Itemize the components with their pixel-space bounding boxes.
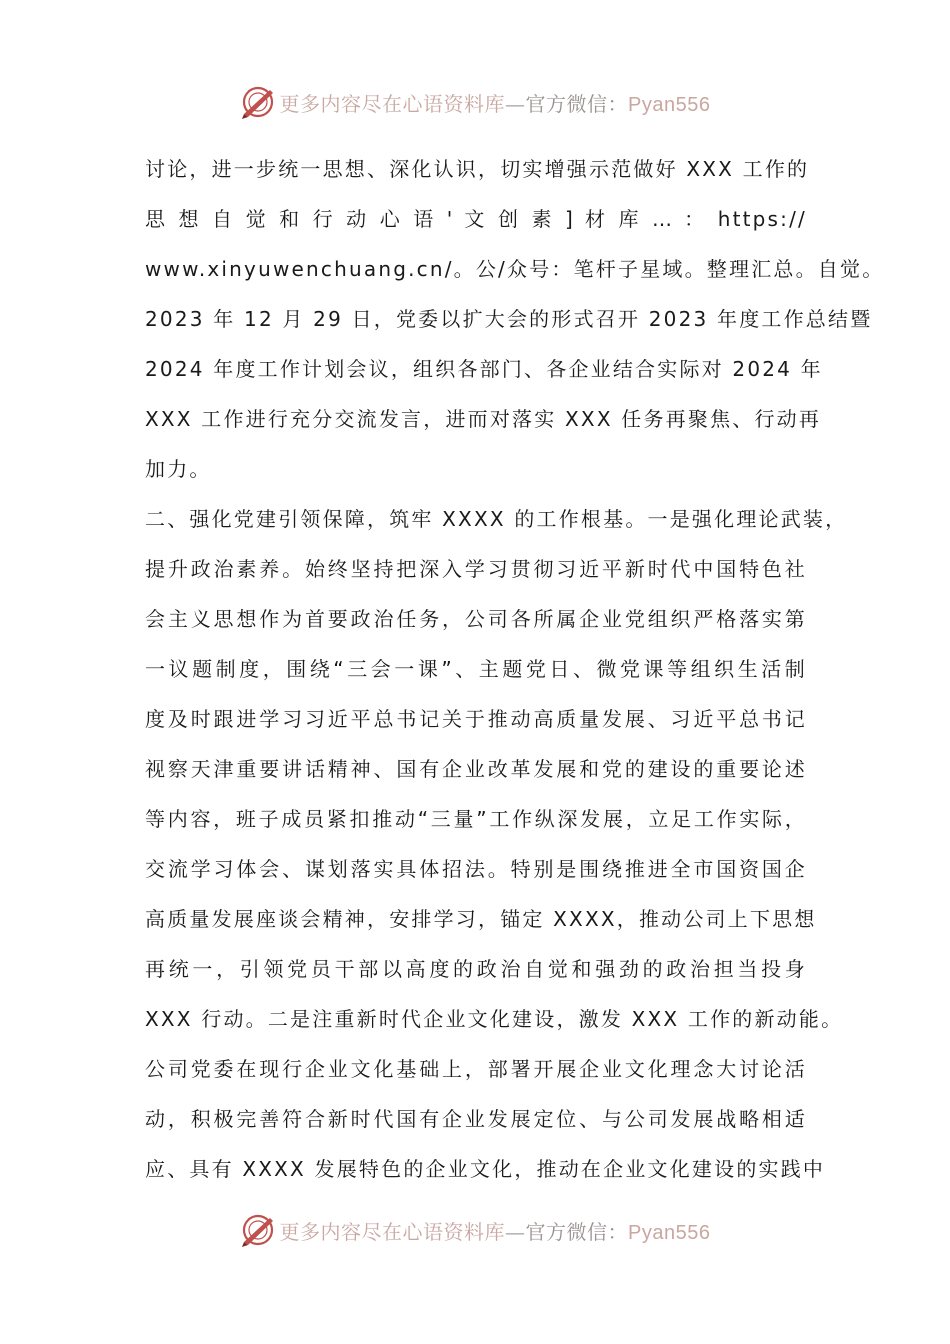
watermark-wechat-label: 官方微信：: [525, 1219, 629, 1244]
text-line-16: 高质量发展座谈会精神，安排学习，锚定 XXXX，推动公司上下思想: [145, 907, 817, 931]
text-line-9: 提升政治素养。始终坚持把深入学习贯彻习近平新时代中国特色社: [145, 557, 807, 581]
watermark-wechat-id: Pyan556: [628, 93, 711, 116]
text-line-6: XXX 工作进行充分交流发言，进而对落实 XXX 任务再聚焦、行动再: [145, 407, 822, 431]
text-line-1: 讨论，进一步统一思想、深化认识，切实增强示范做好 XXX 工作的: [145, 157, 810, 181]
text-line-21: 应、具有 XXXX 发展特色的企业文化，推动在企业文化建设的实践中: [145, 1157, 826, 1181]
text-line-20: 动，积极完善符合新时代国有企业发展定位、与公司发展战略相适: [145, 1107, 807, 1131]
text-line-12: 度及时跟进学习习近平总书记关于推动高质量发展、习近平总书记: [145, 707, 807, 731]
text-line-10: 会主义思想作为首要政治任务，公司各所属企业党组织严格落实第: [145, 607, 807, 631]
watermark-main: 更多内容尽在心语资料库: [279, 91, 506, 116]
text-line-5: 2024 年度工作计划会议，组织各部门、各企业结合实际对 2024 年: [145, 357, 823, 381]
pen-logo-icon: [240, 1212, 276, 1248]
watermark-text: [280, 1216, 711, 1245]
text-line-13: 视察天津重要讲话精神、国有企业改革发展和党的建设的重要论述: [145, 757, 807, 781]
watermark-main: 更多内容尽在心语资料库: [279, 1219, 506, 1244]
header-watermark: [0, 82, 950, 122]
text-line-18: XXX 行动。二是注重新时代企业文化建设，激发 XXX 工作的新动能。: [145, 1007, 844, 1031]
text-line-7: 加力。: [145, 457, 212, 481]
text-line-14: 等内容，班子成员紧扣推动“三量”工作纵深发展，立足工作实际，: [145, 807, 807, 831]
text-line-8: 二、强化党建引领保障，筑牢 XXXX 的工作根基。一是强化理论武装，: [145, 507, 848, 531]
text-line-11: 一议题制度，围绕“三会一课”、主题党日、微党课等组织生活制: [145, 657, 807, 681]
watermark-separator: —: [505, 1219, 526, 1244]
watermark-wechat-label: 官方微信：: [525, 91, 629, 116]
pen-logo-icon: [240, 84, 276, 120]
text-line-17: 再统一，引领党员干部以高度的政治自觉和强劲的政治担当投身: [145, 957, 807, 981]
text-line-15: 交流学习体会、谋划落实具体招法。特别是围绕推进全市国资国企: [145, 857, 807, 881]
text-line-4: 2023 年 12 月 29 日，党委以扩大会的形式召开 2023 年度工作总结暨: [145, 307, 873, 331]
watermark-text: [280, 88, 711, 117]
document-body: [145, 144, 885, 1194]
watermark-wechat-id: Pyan556: [628, 1221, 711, 1244]
text-line-3: www.xinyuwenchuang.cn/。公/众号：笔杆子星域。整理汇总。自觉。: [145, 257, 885, 281]
text-line-19: 公司党委在现行企业文化基础上，部署开展企业文化理念大讨论活: [145, 1057, 807, 1081]
watermark-separator: —: [505, 91, 526, 116]
text-line-2: 思 想 自 觉 和 行 动 心 语 ' 文 创 素 ] 材 库 … ： https://: [145, 207, 807, 231]
footer-watermark: [0, 1210, 950, 1250]
